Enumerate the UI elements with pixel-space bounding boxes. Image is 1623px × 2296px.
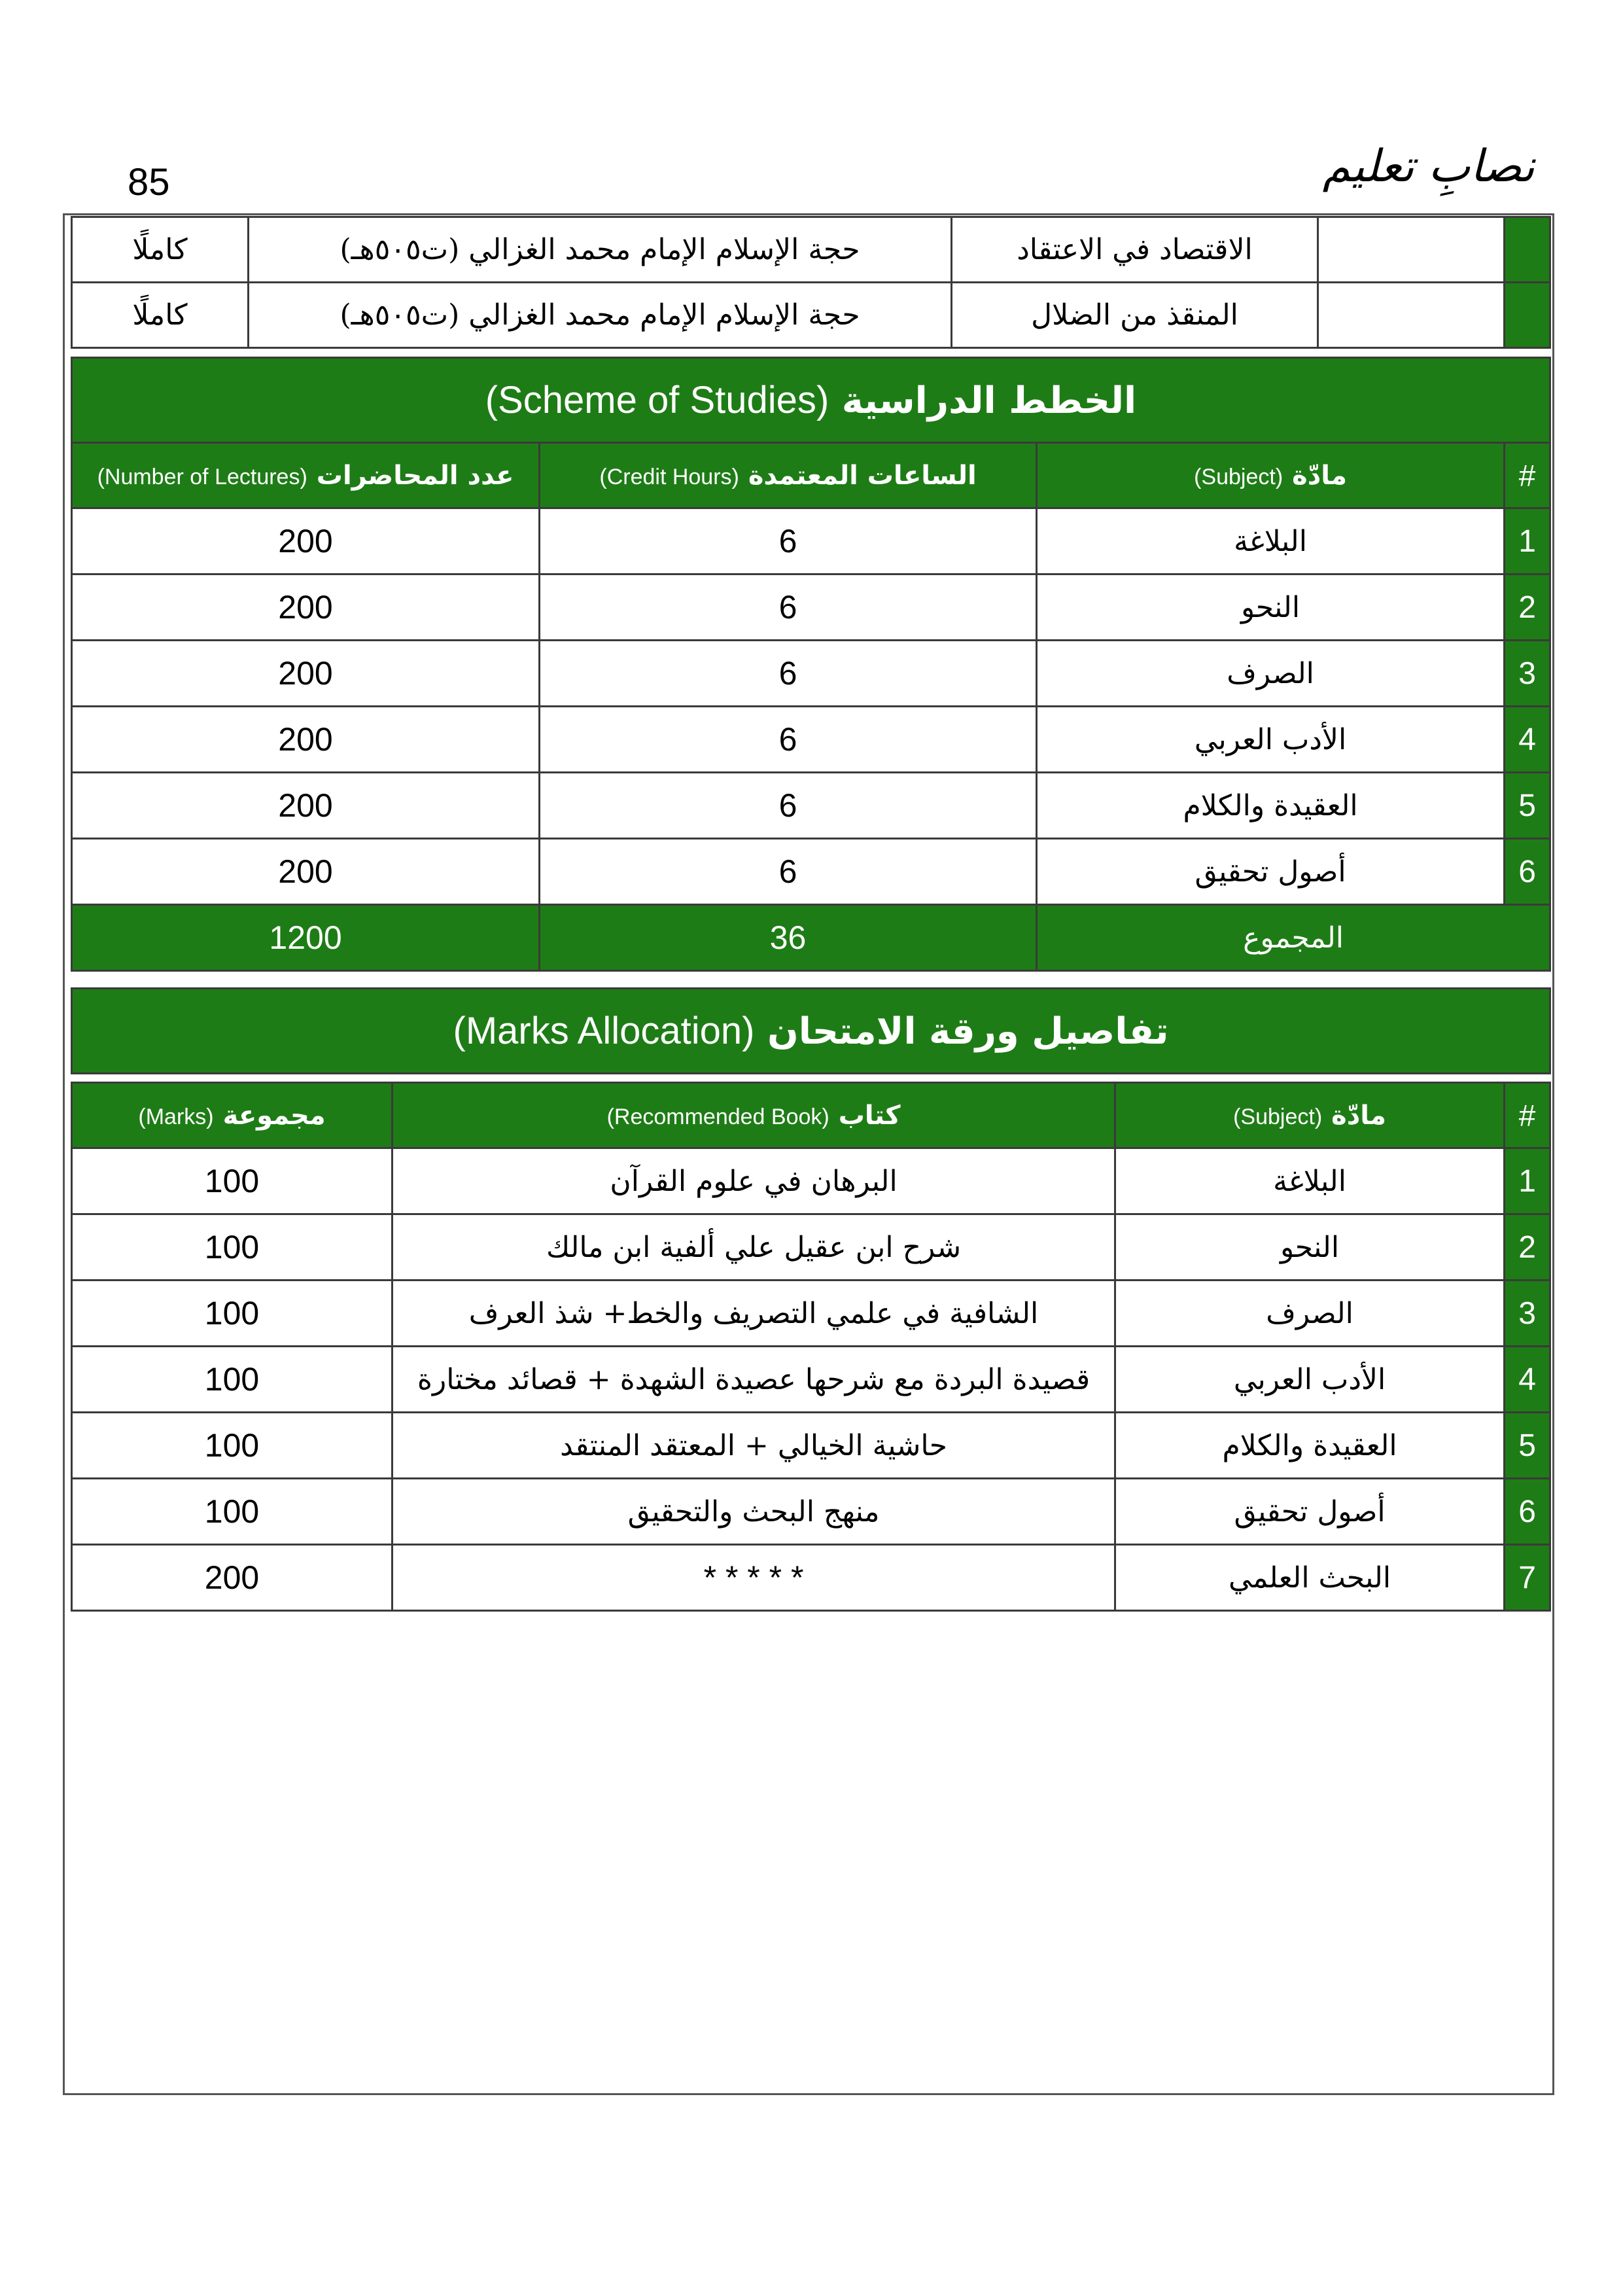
total-credit: 36 — [540, 905, 1037, 971]
lectures-cell: 200 — [72, 508, 540, 574]
subject-cell: الصرف — [1037, 641, 1505, 707]
subject-cell: أصول تحقيق — [1115, 1479, 1505, 1545]
marks-cell: 100 — [72, 1479, 393, 1545]
row-index: 6 — [1505, 1479, 1550, 1545]
subject-cell: النحو — [1115, 1214, 1505, 1280]
lectures-cell: 200 — [72, 773, 540, 839]
subject-header-ar: مادّة — [1331, 1100, 1387, 1131]
lectures-cell: 200 — [72, 574, 540, 641]
subject-cell: الأدب العربي — [1115, 1347, 1505, 1413]
page-header: نصابِ تعلیم — [1322, 141, 1535, 192]
subject-cell: البلاغة — [1115, 1148, 1505, 1214]
book-cell: منهج البحث والتحقيق — [393, 1479, 1115, 1545]
table-row — [72, 1479, 1550, 1545]
total-label: المجموع — [1037, 905, 1550, 971]
subject-cell: العقيدة والكلام — [1037, 773, 1505, 839]
credit-cell: 6 — [540, 773, 1037, 839]
subject-cell: الصرف — [1115, 1280, 1505, 1347]
row-index: 7 — [1505, 1545, 1550, 1611]
book-cell: * * * * * — [393, 1545, 1115, 1611]
credit-cell: 6 — [540, 574, 1037, 641]
subject-cell: الأدب العربي — [1037, 707, 1505, 773]
marks-cell: 100 — [72, 1280, 393, 1347]
marks-title-row — [72, 989, 1550, 1074]
row-index: 4 — [1505, 1347, 1550, 1413]
author: حجة الإسلام الإمام محمد الغزالي (ت٥٠٥هـ) — [249, 283, 952, 348]
table-row — [72, 1413, 1550, 1479]
credit-cell: 6 — [540, 508, 1037, 574]
status: كاملًا — [72, 217, 249, 283]
credit-header-en: (Credit Hours) — [599, 464, 739, 489]
marks-table — [71, 987, 1551, 1612]
top-blank-cell — [1318, 217, 1505, 283]
marks-cell: 200 — [72, 1545, 393, 1611]
marks-header-en: (Marks) — [138, 1104, 214, 1129]
top-row — [72, 217, 1550, 283]
table-row — [72, 773, 1550, 839]
top-index-cell — [1505, 283, 1550, 348]
book-header-en: (Recommended Book) — [606, 1104, 829, 1129]
table-row — [72, 1148, 1550, 1214]
credit-cell: 6 — [540, 839, 1037, 905]
book-title: المنقذ من الضلال — [952, 283, 1318, 348]
lectures-cell: 200 — [72, 641, 540, 707]
subject-cell: أصول تحقيق — [1037, 839, 1505, 905]
marks-title-ar: تفاصيل ورقة الامتحان — [767, 1010, 1169, 1053]
marks-header — [72, 1083, 393, 1148]
row-index: 5 — [1505, 773, 1550, 839]
credit-cell: 6 — [540, 641, 1037, 707]
row-index: 1 — [1505, 508, 1550, 574]
row-index: 3 — [1505, 1280, 1550, 1347]
credit-cell: 6 — [540, 707, 1037, 773]
lectures-header-en: (Number of Lectures) — [97, 464, 307, 489]
row-index: 2 — [1505, 574, 1550, 641]
scheme-title-en: (Scheme of Studies) — [485, 379, 829, 421]
book-cell: شرح ابن عقيل علي ألفية ابن مالك — [393, 1214, 1115, 1280]
book-cell: حاشية الخيالي + المعتقد المنتقد — [393, 1413, 1115, 1479]
subject-cell: البلاغة — [1037, 508, 1505, 574]
subject-header-en: (Subject) — [1233, 1104, 1323, 1129]
row-index: 4 — [1505, 707, 1550, 773]
row-index: 6 — [1505, 839, 1550, 905]
hash-header: # — [1505, 443, 1550, 508]
table-row — [72, 574, 1550, 641]
marks-title-en: (Marks Allocation) — [453, 1010, 755, 1052]
book-cell: قصيدة البردة مع شرحها عصيدة الشهدة + قصائد مختارة — [393, 1347, 1115, 1413]
table-row — [72, 1280, 1550, 1347]
row-index: 5 — [1505, 1413, 1550, 1479]
scheme-table — [71, 357, 1551, 972]
credit-header-ar: الساعات المعتمدة — [748, 460, 977, 491]
top-row — [72, 283, 1550, 348]
total-lectures: 1200 — [72, 905, 540, 971]
lectures-header — [72, 443, 540, 508]
marks-cell: 100 — [72, 1413, 393, 1479]
page-number: 85 — [128, 161, 170, 203]
subject-cell: العقيدة والكلام — [1115, 1413, 1505, 1479]
row-index: 2 — [1505, 1214, 1550, 1280]
book-title: الاقتصاد في الاعتقاد — [952, 217, 1318, 283]
table-row — [72, 1347, 1550, 1413]
table-row — [72, 839, 1550, 905]
subject-cell: النحو — [1037, 574, 1505, 641]
scheme-header-row — [72, 443, 1550, 508]
subject-cell: البحث العلمي — [1115, 1545, 1505, 1611]
book-header-ar: كتاب — [838, 1100, 901, 1131]
marks-cell: 100 — [72, 1214, 393, 1280]
subject-header-en: (Subject) — [1194, 464, 1283, 489]
book-cell: البرهان في علوم القرآن — [393, 1148, 1115, 1214]
top-index-cell — [1505, 217, 1550, 283]
top-table — [71, 216, 1551, 349]
scheme-title-ar: الخطط الدراسية — [841, 380, 1137, 422]
marks-cell: 100 — [72, 1347, 393, 1413]
table-row — [72, 1545, 1550, 1611]
table-row — [72, 1214, 1550, 1280]
book-cell: الشافية في علمي التصريف والخط+ شذ العرف — [393, 1280, 1115, 1347]
subject-header — [1037, 443, 1505, 508]
lectures-cell: 200 — [72, 707, 540, 773]
table-row — [72, 641, 1550, 707]
book-header — [393, 1083, 1115, 1148]
marks-cell: 100 — [72, 1148, 393, 1214]
author: حجة الإسلام الإمام محمد الغزالي (ت٥٠٥هـ) — [249, 217, 952, 283]
hash-header: # — [1505, 1083, 1550, 1148]
table-row — [72, 707, 1550, 773]
table-row — [72, 508, 1550, 574]
total-row — [72, 905, 1550, 971]
scheme-title — [72, 358, 1550, 443]
subject-header-ar: مادّة — [1292, 460, 1348, 491]
credit-header — [540, 443, 1037, 508]
row-index: 3 — [1505, 641, 1550, 707]
top-blank-cell — [1318, 283, 1505, 348]
status: كاملًا — [72, 283, 249, 348]
lectures-cell: 200 — [72, 839, 540, 905]
marks-header-ar: مجموعة — [222, 1100, 326, 1131]
marks-title — [72, 989, 1550, 1074]
marks-header-row — [72, 1083, 1550, 1148]
scheme-title-row — [72, 358, 1550, 443]
row-index: 1 — [1505, 1148, 1550, 1214]
lectures-header-ar: عدد المحاضرات — [316, 460, 514, 491]
subject-header — [1115, 1083, 1505, 1148]
